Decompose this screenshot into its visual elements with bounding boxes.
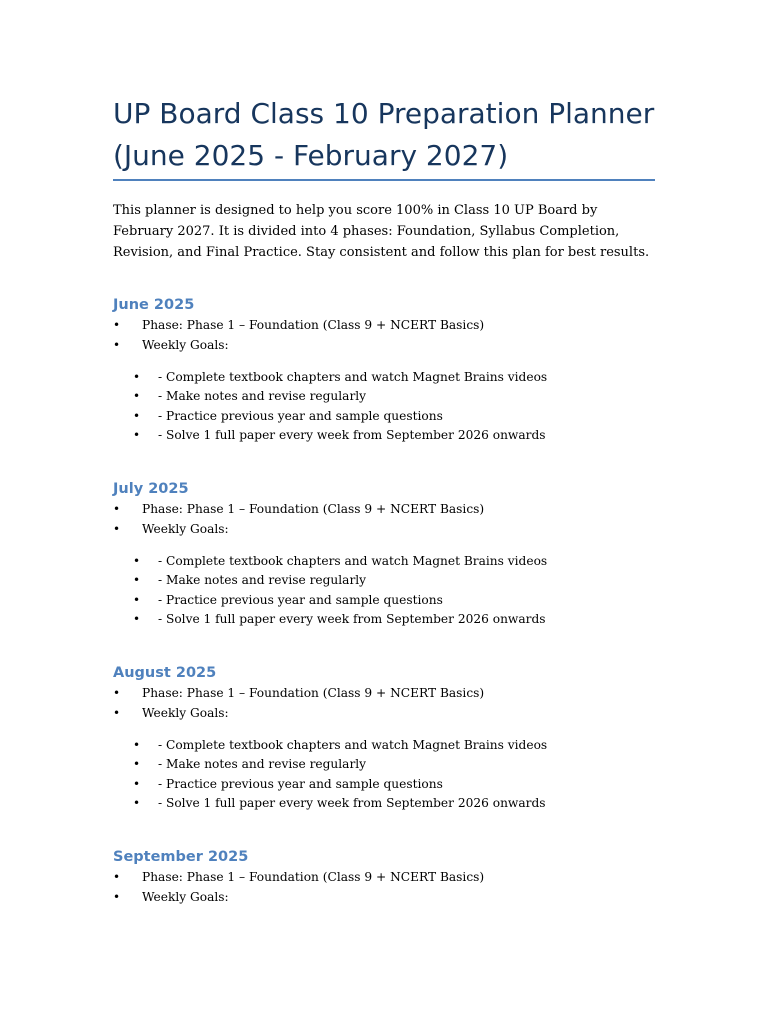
phase-text: Phase: Phase 1 – Foundation (Class 9 + NCERT Basics) (142, 502, 485, 516)
goal-item (113, 775, 655, 795)
weekly-goals-label: Weekly Goals: (142, 705, 229, 720)
bullet-icon: • (133, 776, 141, 791)
bullet-icon: • (133, 612, 141, 626)
goal-text: - Complete textbook chapters and watch Magnet Brains videos (158, 553, 548, 568)
goal-item (113, 794, 655, 814)
title-underline-divider (113, 179, 655, 181)
list-item-phase (113, 316, 655, 336)
month-details-list (113, 500, 655, 539)
bullet-icon: • (113, 686, 121, 700)
bullet-icon: • (133, 573, 141, 587)
bullet-icon: • (133, 408, 141, 423)
list-item-weekly-goals (113, 704, 655, 724)
bullet-icon: • (113, 502, 121, 516)
goal-item (113, 571, 655, 591)
bullet-icon: • (113, 705, 121, 720)
bullet-icon: • (133, 553, 141, 568)
goal-text: - Make notes and revise regularly (158, 757, 367, 771)
month-section-july-2025 (113, 478, 655, 630)
weekly-goals-list (113, 368, 655, 446)
month-heading: August 2025 (113, 665, 217, 681)
weekly-goals-label: Weekly Goals: (142, 889, 229, 904)
goal-item (113, 552, 655, 572)
goal-text: - Solve 1 full paper every week from September 2026 onwards (158, 796, 546, 810)
list-item-phase (113, 868, 655, 888)
goal-text: - Solve 1 full paper every week from September 2026 onwards (158, 428, 546, 442)
goal-item (113, 736, 655, 756)
document-title: UP Board Class 10 Preparation Planner (June 2025 - February 2027) (113, 97, 655, 172)
bullet-icon: • (133, 592, 141, 607)
bullet-icon: • (133, 757, 141, 771)
goal-text: - Complete textbook chapters and watch Magnet Brains videos (158, 369, 548, 384)
month-details-list (113, 868, 655, 907)
month-section-august-2025 (113, 662, 655, 814)
goal-text: - Complete textbook chapters and watch Magnet Brains videos (158, 737, 548, 752)
bullet-icon: • (133, 389, 141, 403)
month-section-june-2025 (113, 294, 655, 446)
goal-item (113, 426, 655, 446)
goal-item (113, 755, 655, 775)
goal-text: - Make notes and revise regularly (158, 389, 367, 403)
goal-item (113, 387, 655, 407)
intro-paragraph: This planner is designed to help you score 100% in Class 10 UP Board by February 2027. It is divided into 4 phases: Foundation, Syllabus Completion, Revision, and Final Practice. Stay consistent and follow this plan for best results. (113, 203, 650, 260)
goal-text: - Practice previous year and sample questions (158, 408, 443, 423)
goal-item (113, 610, 655, 630)
phase-text: Phase: Phase 1 – Foundation (Class 9 + NCERT Basics) (142, 686, 485, 700)
month-section-september-2025 (113, 846, 655, 907)
bullet-icon: • (113, 870, 121, 884)
list-item-weekly-goals (113, 336, 655, 356)
month-heading: July 2025 (113, 481, 189, 497)
goal-text: - Practice previous year and sample questions (158, 592, 443, 607)
bullet-icon: • (133, 369, 141, 384)
month-details-list (113, 316, 655, 355)
month-heading: September 2025 (113, 849, 249, 865)
goal-item (113, 591, 655, 611)
weekly-goals-label: Weekly Goals: (142, 337, 229, 352)
phase-text: Phase: Phase 1 – Foundation (Class 9 + NCERT Basics) (142, 870, 485, 884)
goal-item (113, 407, 655, 427)
bullet-icon: • (113, 889, 121, 904)
weekly-goals-label: Weekly Goals: (142, 521, 229, 536)
month-details-list (113, 684, 655, 723)
list-item-weekly-goals (113, 520, 655, 540)
list-item-weekly-goals (113, 888, 655, 908)
goal-text: - Make notes and revise regularly (158, 573, 367, 587)
bullet-icon: • (113, 521, 121, 536)
weekly-goals-list (113, 552, 655, 630)
goal-text: - Practice previous year and sample questions (158, 776, 443, 791)
bullet-icon: • (113, 337, 121, 352)
goal-text: - Solve 1 full paper every week from September 2026 onwards (158, 612, 546, 626)
bullet-icon: • (133, 428, 141, 442)
list-item-phase (113, 500, 655, 520)
bullet-icon: • (133, 796, 141, 810)
month-heading: June 2025 (113, 297, 195, 313)
phase-text: Phase: Phase 1 – Foundation (Class 9 + NCERT Basics) (142, 318, 485, 332)
list-item-phase (113, 684, 655, 704)
bullet-icon: • (133, 737, 141, 752)
goal-item (113, 368, 655, 388)
weekly-goals-list (113, 736, 655, 814)
bullet-icon: • (113, 318, 121, 332)
